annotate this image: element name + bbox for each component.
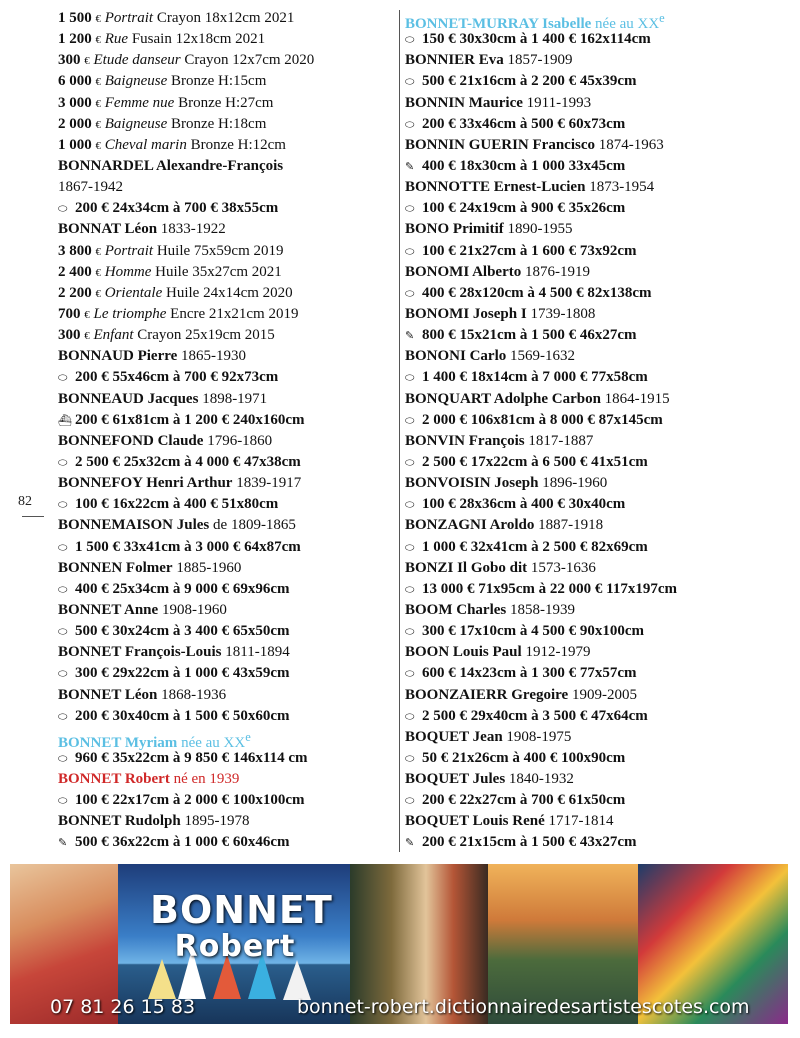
- price-range-entry: [405, 198, 755, 219]
- sale-entry: [58, 262, 393, 283]
- price-range-entry: [405, 156, 755, 177]
- sale-price: 6 000: [58, 73, 92, 90]
- palette-icon: ⬭: [58, 499, 68, 512]
- artist-entry: [405, 473, 755, 494]
- artist-entry: [405, 389, 755, 410]
- artist-name: BONNIN GUERIN Francisco: [405, 136, 595, 153]
- artist-dates: 1739-1808: [530, 305, 596, 322]
- price-range: 1 400 € 18x14cm à 7 000 € 77x58cm: [422, 369, 648, 386]
- price-range: 500 € 21x16cm à 2 200 € 45x39cm: [422, 73, 637, 90]
- artist-dates: 1896-1960: [542, 475, 608, 492]
- artwork-description: Huile 24x14cm 2020: [166, 284, 293, 301]
- price-range-entry: [405, 29, 755, 50]
- palette-icon: ⬭: [405, 414, 415, 427]
- sale-price: 1 200: [58, 31, 92, 48]
- artwork-description: Huile 35x27cm 2021: [155, 263, 282, 280]
- sale-entry: [58, 71, 393, 92]
- artist-entry: [405, 135, 755, 156]
- price-range-entry: [405, 790, 755, 811]
- palette-icon: ⬭: [405, 541, 415, 554]
- price-range: 200 € 55x46cm à 700 € 92x73cm: [75, 369, 279, 386]
- price-range: 960 € 35x22cm à 9 850 € 146x114 cm: [75, 749, 308, 766]
- sale-entry: [58, 93, 393, 114]
- banner-title: [150, 888, 333, 964]
- pencil-icon: ✎: [405, 330, 415, 343]
- price-range-entry: [405, 367, 755, 388]
- price-range: 400 € 25x34cm à 9 000 € 69x96cm: [75, 580, 290, 597]
- palette-icon: ⬭: [405, 456, 415, 469]
- price-range: 100 € 21x27cm à 1 600 € 73x92cm: [422, 242, 637, 259]
- artwork-title: Baigneuse: [104, 73, 168, 90]
- sale-price: 2 200: [58, 284, 92, 301]
- euro-symbol: €: [95, 139, 101, 152]
- price-range-entry: [58, 621, 393, 642]
- price-range: 500 € 36x22cm à 1 000 € 60x46cm: [75, 834, 290, 851]
- palette-icon: ⬭: [405, 118, 415, 131]
- artist-name: BONNOTTE Ernest-Lucien: [405, 179, 586, 196]
- artist-name: BONNEAUD Jacques: [58, 390, 199, 407]
- price-range-entry: [405, 114, 755, 135]
- artist-entry: [405, 304, 755, 325]
- euro-symbol: €: [95, 34, 101, 47]
- palette-icon: ⬭: [405, 668, 415, 681]
- artist-entry: [58, 727, 393, 751]
- page-number-rule: [22, 516, 44, 517]
- artist-dates: 1717-1814: [548, 813, 614, 830]
- page-number: 82: [18, 494, 32, 509]
- artwork-description: Bronze H:15cm: [170, 73, 267, 90]
- sale-entry: [58, 283, 393, 304]
- price-range: 1 500 € 33x41cm à 3 000 € 64x87cm: [75, 538, 301, 555]
- price-range-entry: [405, 621, 755, 642]
- artist-dates: 1569-1632: [510, 348, 575, 365]
- artwork-title: Portrait: [104, 10, 154, 26]
- palette-icon: ⬭: [58, 795, 68, 808]
- price-range: 300 € 29x22cm à 1 000 € 43x59cm: [75, 665, 290, 682]
- palette-icon: ⬭: [405, 795, 415, 808]
- artwork-title: Baigneuse: [104, 115, 168, 132]
- palette-icon: ⬭: [405, 34, 415, 47]
- palette-icon: ⬭: [58, 668, 68, 681]
- price-range-entry: [58, 537, 393, 558]
- artist-entry: [58, 346, 393, 367]
- sale-entry: [58, 114, 393, 135]
- artist-name: BONZI Il Gobo dit: [405, 559, 528, 576]
- palette-icon: ⬭: [405, 583, 415, 596]
- boat-icon: ⛴: [58, 414, 72, 427]
- artist-dates: née au XX: [595, 16, 660, 32]
- price-range: 2 500 € 17x22cm à 6 500 € 41x51cm: [422, 453, 648, 470]
- palette-icon: ⬭: [58, 710, 68, 723]
- sale-price: 2 000: [58, 115, 92, 132]
- price-range-entry: [58, 410, 393, 431]
- artist-entry: [58, 156, 393, 177]
- sale-price: 3 800: [58, 242, 92, 259]
- artist-dates: 1865-1930: [181, 348, 247, 365]
- artwork-title: Le triomphe: [93, 305, 167, 322]
- artist-entry: [58, 473, 393, 494]
- artist-dates: 1839-1917: [236, 475, 302, 492]
- price-range: 100 € 24x19cm à 900 € 35x26cm: [422, 200, 626, 217]
- euro-symbol: €: [95, 76, 101, 89]
- euro-symbol: €: [95, 245, 101, 258]
- artist-dates: 1873-1954: [589, 179, 655, 196]
- palette-icon: ⬭: [58, 456, 68, 469]
- price-range: 200 € 21x15cm à 1 500 € 43x27cm: [422, 834, 637, 851]
- euro-symbol: €: [84, 330, 90, 343]
- price-range: 500 € 30x24cm à 3 400 € 65x50cm: [75, 623, 290, 640]
- price-range-entry: [58, 706, 393, 727]
- artist-entry: [58, 558, 393, 579]
- price-range: 200 € 22x27cm à 700 € 61x50cm: [422, 792, 626, 809]
- artist-dates: 1912-1979: [525, 644, 591, 661]
- artist-name: BONOMI Alberto: [405, 263, 522, 280]
- artist-entry: [405, 642, 755, 663]
- artist-dates: 1885-1960: [176, 559, 242, 576]
- sale-price: 300: [58, 52, 81, 69]
- artist-entry: [405, 177, 755, 198]
- artist-name: BONNEN Folmer: [58, 559, 173, 576]
- price-range-entry: [405, 748, 755, 769]
- palette-icon: ⬭: [405, 287, 415, 300]
- artist-entry: [405, 50, 755, 71]
- price-range-entry: [405, 579, 755, 600]
- sale-price: 700: [58, 305, 81, 322]
- artist-entry: [58, 515, 393, 536]
- artist-dates: 1898-1971: [202, 390, 268, 407]
- artist-entry: [58, 685, 393, 706]
- pencil-icon: ✎: [405, 837, 415, 850]
- artwork-title: Etude danseur: [93, 52, 181, 69]
- artist-entry: [405, 727, 755, 748]
- sale-entry: [58, 29, 393, 50]
- euro-symbol: €: [95, 97, 101, 110]
- column-divider: [399, 10, 400, 852]
- artist-dates: 1890-1955: [507, 221, 573, 238]
- price-range: 800 € 15x21cm à 1 500 € 46x27cm: [422, 327, 637, 344]
- price-range-entry: [58, 452, 393, 473]
- artist-entry: [405, 769, 755, 790]
- euro-symbol: €: [95, 118, 101, 131]
- artist-entry: [405, 431, 755, 452]
- artist-entry: [405, 219, 755, 240]
- artwork-title: Homme: [104, 263, 152, 280]
- price-range: 200 € 24x34cm à 700 € 38x55cm: [75, 200, 279, 217]
- price-range-entry: [405, 283, 755, 304]
- artist-name: BONNEFOY Henri Arthur: [58, 475, 233, 492]
- artist-name: BONZAGNI Aroldo: [405, 517, 535, 534]
- banner-title-firstname: Robert: [174, 929, 296, 964]
- right-column: [405, 8, 755, 854]
- artist-entry: [58, 811, 393, 832]
- price-range: 100 € 16x22cm à 400 € 51x80cm: [75, 496, 279, 513]
- artist-dates: 1908-1960: [161, 601, 227, 618]
- artist-entry: [405, 93, 755, 114]
- artist-dates: née au XX: [181, 734, 246, 751]
- artwork-description: Crayon 18x12cm 2021: [156, 10, 295, 26]
- artist-name: BONNAT Léon: [58, 221, 158, 238]
- artist-name: BONVOISIN Joseph: [405, 475, 539, 492]
- artist-dates: 1796-1860: [207, 432, 273, 449]
- palette-icon: ⬭: [58, 541, 68, 554]
- palette-icon: ⬭: [405, 203, 415, 216]
- price-range-entry: [405, 494, 755, 515]
- price-range: 100 € 28x36cm à 400 € 30x40cm: [422, 496, 626, 513]
- artwork-title: Cheval marin: [104, 136, 187, 153]
- artist-name: BOQUET Jules: [405, 771, 506, 788]
- euro-symbol: €: [95, 287, 101, 300]
- artwork-description: Crayon 12x7cm 2020: [184, 52, 315, 69]
- price-range-entry: [405, 663, 755, 684]
- price-range: 600 € 14x23cm à 1 300 € 77x57cm: [422, 665, 637, 682]
- artist-name: BONONI Carlo: [405, 348, 507, 365]
- banner-title-name: BONNET: [150, 888, 333, 932]
- price-range-entry: [58, 367, 393, 388]
- sale-price: 3 000: [58, 94, 92, 111]
- artist-dates: 1874-1963: [598, 136, 664, 153]
- artwork-title: Femme nue: [104, 94, 175, 111]
- euro-symbol: €: [84, 55, 90, 68]
- artist-name: BONNIN Maurice: [405, 94, 523, 111]
- artwork-description: Bronze H:27cm: [178, 94, 274, 111]
- palette-icon: ⬭: [58, 583, 68, 596]
- artist-name: BONNARDEL Alexandre-François: [58, 157, 284, 174]
- price-range-entry: [405, 325, 755, 346]
- price-range-entry: [405, 537, 755, 558]
- euro-symbol: €: [95, 13, 101, 25]
- price-range: 400 € 18x30cm à 1 000 33x45cm: [422, 157, 626, 174]
- palette-icon: ⬭: [405, 626, 415, 639]
- price-range: 2 500 € 29x40cm à 3 500 € 47x64cm: [422, 707, 648, 724]
- euro-symbol: €: [95, 266, 101, 279]
- artist-name: BOQUET Jean: [405, 728, 503, 745]
- artist-dates: 1833-1922: [160, 221, 226, 238]
- artist-name: BONOMI Joseph I: [405, 305, 527, 322]
- artwork-description: Crayon 25x19cm 2015: [137, 327, 275, 344]
- artist-entry: [405, 346, 755, 367]
- artist-entry: [405, 558, 755, 579]
- price-range: 2 500 € 25x32cm à 4 000 € 47x38cm: [75, 453, 301, 470]
- artist-dates: né en 1939: [173, 771, 240, 788]
- artist-dates: 1887-1918: [538, 517, 604, 534]
- artist-entry: [405, 262, 755, 283]
- superscript: e: [659, 11, 665, 25]
- sale-price: 1 000: [58, 136, 92, 153]
- price-range-entry: [405, 410, 755, 431]
- price-range: 200 € 33x46cm à 500 € 60x73cm: [422, 115, 626, 132]
- artist-dates: 1840-1932: [508, 771, 574, 788]
- artist-entry: [405, 811, 755, 832]
- artist-name: BOQUET Louis René: [405, 813, 545, 830]
- superscript: e: [245, 729, 251, 744]
- price-range-entry: [405, 706, 755, 727]
- artist-entry: [405, 8, 755, 32]
- artwork-title: Rue: [104, 31, 129, 48]
- artist-name: BONNET Rudolph: [58, 813, 181, 830]
- artist-name: BONNET-MURRAY Isabelle: [405, 16, 592, 32]
- banner-phone: 07 81 26 15 83: [50, 996, 196, 1018]
- price-range: 13 000 € 71x95cm à 22 000 € 117x197cm: [422, 580, 677, 597]
- price-range: 50 € 21x26cm à 400 € 100x90cm: [422, 749, 626, 766]
- artist-dates: 1864-1915: [604, 390, 670, 407]
- artist-name: BONQUART Adolphe Carbon: [405, 390, 601, 407]
- artist-name: BONNET Robert: [58, 771, 170, 788]
- price-range-entry: [58, 494, 393, 515]
- artwork-description: Fusain 12x18cm 2021: [131, 31, 266, 48]
- artist-dates: 1817-1887: [528, 432, 594, 449]
- price-range-entry: [58, 198, 393, 219]
- price-range-entry: [405, 71, 755, 92]
- palette-icon: ⬭: [405, 76, 415, 89]
- artist-name: BOONZAIERR Gregoire: [405, 686, 569, 703]
- palette-icon: ⬭: [58, 372, 68, 385]
- artist-dates: 1911-1993: [526, 94, 592, 111]
- artist-name: BONNIER Eva: [405, 52, 504, 69]
- artist-name: BONNET Myriam: [58, 734, 178, 751]
- artist-name: BONNET Léon: [58, 686, 158, 703]
- sale-entry: [58, 135, 393, 156]
- artist-dates: 1868-1936: [161, 686, 227, 703]
- palette-icon: ⬭: [58, 203, 68, 216]
- artist-entry: [58, 219, 393, 240]
- palette-icon: ⬭: [405, 245, 415, 258]
- artist-name: BONO Primitif: [405, 221, 504, 238]
- artwork-title: Portrait: [104, 242, 154, 259]
- artist-entry: [58, 600, 393, 621]
- artist-name: BOON Louis Paul: [405, 644, 522, 661]
- artwork-description: Bronze H:12cm: [190, 136, 286, 153]
- price-range: 2 000 € 106x81cm à 8 000 € 87x145cm: [422, 411, 663, 428]
- sale-price: 1 500: [58, 10, 92, 26]
- price-range: 300 € 17x10cm à 4 500 € 90x100cm: [422, 623, 645, 640]
- artist-entry: [58, 642, 393, 663]
- artist-name: BOOM Charles: [405, 601, 507, 618]
- artwork-title: Enfant: [93, 327, 134, 344]
- artist-name: BONNEMAISON Jules: [58, 517, 210, 534]
- artist-entry: [58, 769, 393, 790]
- artist-name: BONNET François-Louis: [58, 644, 222, 661]
- artist-dates: 1909-2005: [571, 686, 637, 703]
- price-range-entry: [58, 748, 393, 769]
- artwork-description: Huile 75x59cm 2019: [156, 242, 284, 259]
- palette-icon: ⬭: [405, 499, 415, 512]
- sale-price: 2 400: [58, 263, 92, 280]
- artist-dates: 1895-1978: [184, 813, 250, 830]
- price-range: 400 € 28x120cm à 4 500 € 82x138cm: [422, 284, 652, 301]
- pencil-icon: ✎: [405, 160, 415, 173]
- left-column: [58, 8, 393, 854]
- price-range-entry: [405, 241, 755, 262]
- price-range-entry: [405, 452, 755, 473]
- sale-entry: [58, 8, 393, 29]
- text-line: [58, 177, 393, 198]
- artwork-description: Bronze H:18cm: [170, 115, 267, 132]
- artist-dates: de 1809-1865: [213, 517, 296, 534]
- artist-entry: [405, 685, 755, 706]
- price-range-entry: [58, 663, 393, 684]
- artist-name: BONNET Anne: [58, 601, 159, 618]
- price-range-entry: [58, 579, 393, 600]
- palette-icon: ⬭: [58, 626, 68, 639]
- artist-entry: [58, 431, 393, 452]
- artist-entry: [58, 389, 393, 410]
- artist-entry: [405, 600, 755, 621]
- price-range-entry: [58, 832, 393, 853]
- euro-symbol: €: [84, 308, 90, 321]
- price-range-entry: [58, 790, 393, 811]
- price-range: 1 000 € 32x41cm à 2 500 € 82x69cm: [422, 538, 648, 555]
- sale-entry: [58, 325, 393, 346]
- artwork-title: Orientale: [104, 284, 163, 301]
- sale-price: 300: [58, 327, 81, 344]
- artist-dates: 1573-1636: [530, 559, 596, 576]
- palette-icon: ⬭: [405, 710, 415, 723]
- artist-entry: [405, 515, 755, 536]
- artist-name: BONVIN François: [405, 432, 525, 449]
- price-range-entry: [405, 832, 755, 853]
- price-range: 200 € 61x81cm à 1 200 € 240x160cm: [75, 411, 305, 428]
- pencil-icon: ✎: [58, 837, 68, 850]
- artist-name: BONNAUD Pierre: [58, 348, 178, 365]
- palette-icon: ⬭: [58, 752, 68, 765]
- artist-dates: 1857-1909: [507, 52, 573, 69]
- artist-name: BONNEFOND Claude: [58, 432, 204, 449]
- palette-icon: ⬭: [405, 372, 415, 385]
- banner-url[interactable]: bonnet-robert.dictionnairedesartistescotes.com: [297, 996, 750, 1018]
- price-range: 100 € 22x17cm à 2 000 € 100x100cm: [75, 792, 305, 809]
- artist-dates: 1858-1939: [510, 601, 575, 618]
- sale-entry: [58, 241, 393, 262]
- artist-dates: 1811-1894: [225, 644, 290, 661]
- artist-dates: 1876-1919: [525, 263, 590, 280]
- artist-dates: 1867-1942: [58, 179, 123, 196]
- artwork-description: Encre 21x21cm 2019: [170, 305, 299, 322]
- sale-entry: [58, 50, 393, 71]
- price-range: 200 € 30x40cm à 1 500 € 50x60cm: [75, 707, 290, 724]
- price-range: 150 € 30x30cm à 1 400 € 162x114cm: [422, 31, 651, 48]
- sale-entry: [58, 304, 393, 325]
- palette-icon: ⬭: [405, 752, 415, 765]
- artist-dates: 1908-1975: [506, 728, 572, 745]
